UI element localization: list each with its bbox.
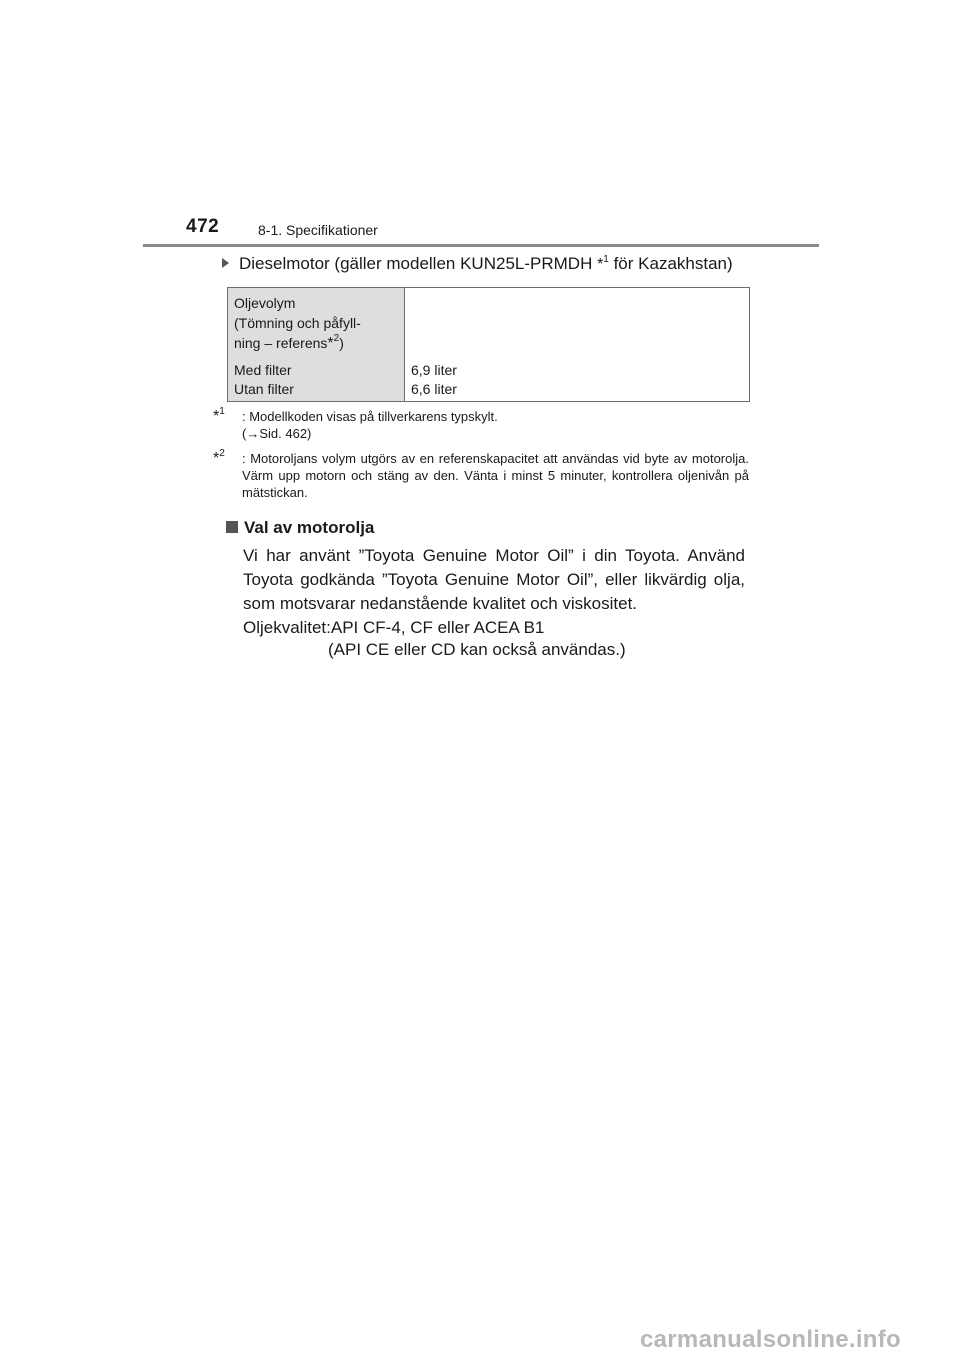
footnote-ref-2: 2	[333, 333, 340, 344]
watermark: carmanualsonline.info	[640, 1326, 902, 1353]
asterisk: *	[597, 256, 604, 273]
footnote-1: *$^1$ : Modellkoden visas på tillverkarens typskylt. (→Sid. 462)	[213, 408, 749, 442]
page-reference-link[interactable]: Sid. 462	[259, 426, 308, 441]
table-value-cell	[405, 288, 750, 402]
section-heading: Val av motorolja	[226, 518, 374, 538]
oil-quality-note: (API CE eller CD kan också användas.)	[328, 640, 626, 659]
footnote-2: *$^2$ : Motoroljans volym utgörs av en referenskapacitet att användas vid byte av motorolja. Värm upp motorn och stäng av den. Vänta i minst 5 minuter, kontrollera oljenivån på mätstickan.	[213, 448, 749, 500]
page-number: 472	[186, 216, 220, 237]
filter-labels	[234, 361, 294, 399]
subheading-text: Dieselmotor (gäller modellen KUN25L-PRMDH	[239, 254, 598, 273]
body-paragraph: Vi har använt ”Toyota Genuine Motor Oil” i din Toyota. Använd Toyota godkända ”Toyota Genuine Motor Oil”, eller likvärdig olja, som motsvarar nedanstående kvalitet och viskositet.	[243, 546, 745, 613]
value-without-filter: 6,6 liter	[411, 381, 457, 397]
volume-values	[411, 361, 457, 399]
header-rule	[143, 244, 819, 247]
section-header: 8-1. Specifikationer	[258, 222, 378, 238]
triangle-bullet-icon	[222, 258, 229, 268]
oil-quality-value: API CF-4, CF eller ACEA B1	[330, 618, 545, 637]
oil-quality-line	[243, 618, 544, 638]
oil-quality-label: Oljekvalitet:	[243, 618, 331, 637]
row-label-without-filter: Utan filter	[234, 381, 294, 397]
square-bullet-icon	[226, 521, 238, 533]
arrow-icon: →	[246, 426, 260, 441]
footnote-1-text: : Modellkoden visas på tillverkarens typskylt. (→Sid. 462)	[242, 409, 498, 441]
asterisk: *	[327, 335, 334, 352]
oil-volume-label: Oljevolym (Tömning och påfyll- ning – referens*$^2$)	[234, 295, 361, 352]
row-label-with-filter: Med filter	[234, 362, 292, 378]
engine-subheading	[222, 254, 733, 274]
subheading-text-end: för Kazakhstan)	[608, 254, 733, 273]
value-with-filter: 6,9 liter	[411, 362, 457, 378]
footnote-2-text: : Motoroljans volym utgörs av en referenskapacitet att användas vid byte av motorolja. Värm upp motorn och stäng av den. Vänta i minst 5 minuter, kontrollera oljenivån på mätstickan.	[242, 451, 749, 500]
footnote-ref-1: 1	[603, 254, 609, 265]
oil-volume-table	[227, 287, 750, 402]
table-label-cell	[228, 288, 405, 402]
